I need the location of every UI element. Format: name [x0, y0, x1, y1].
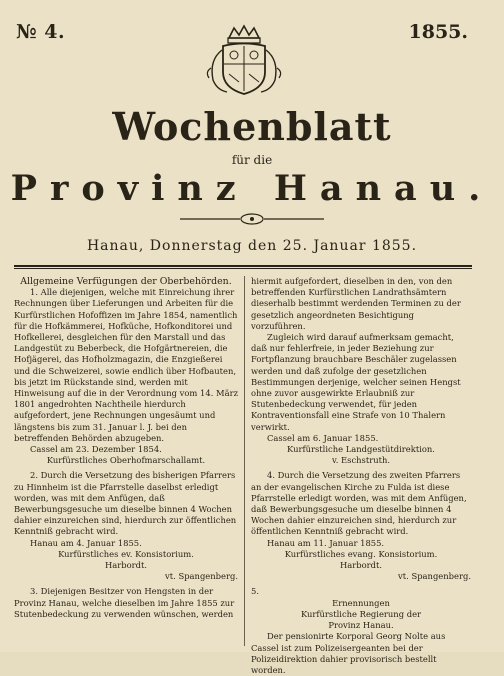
article-3-continued: hiermit aufgefordert, dieselben in den, von den betreffenden Kurfürstlichen Landrathsämtern dieserhalb bestimmt werdenden Terminen zu der gesetzlich angeordneten Besichtigung vorzuführen. [251, 276, 461, 331]
article-number: 2. [30, 470, 38, 481]
dateline: Hanau, Donnerstag den 25. Januar 1855. [86, 238, 418, 254]
article-5-number: 5. [251, 586, 259, 597]
article-text: Diejenigen Besitzer von Hengsten in der Provinz Hanau, welche dieselben im Jahre 1855 zur Stutenbedeckung zu verwenden wünschen, werden [14, 586, 235, 619]
article-text: Durch die Versetzung des zweiten Pfarrers an der evangelischen Kirche zu Fulda ist diese Pfarrstelle erledigt worden, was mit dem Anfügen, daß Bewerbungsgesuche um dieselbe binnen 4 Wochen dahier einzureichen sind, hierdurch zur öffentlichen Kenntniß gebracht wird. [251, 470, 467, 537]
article-text: Durch die Versetzung des bisherigen Pfarrers zu Hinnheim ist die Pfarrstelle daselbst erledigt worden, was mit dem Anfügen, daß Bewerbungsgesuche um dieselbe binnen 4 Wochen dahier einzureichen sind, hierdurch zur öffentlichen Kenntniß gebracht wird. [14, 470, 237, 537]
article-5-heading: Ernennungen [332, 597, 390, 608]
article-signature: vt. Spangenberg. [398, 571, 471, 582]
issue-year: 1855. [408, 21, 468, 43]
ornament-divider-icon [180, 212, 324, 226]
article-2 [14, 470, 238, 537]
article-signature: Kurfürstliches ev. Konsistorium. [58, 548, 194, 559]
article-number: 1. [30, 287, 38, 298]
article-5-heading: Provinz Hanau. [328, 620, 394, 631]
article-date: Cassel am 6. Januar 1855. [267, 432, 379, 443]
issue-number: № 4. [16, 21, 66, 43]
section-heading: Allgemeine Verfügungen der Oberbehörden. [20, 276, 232, 287]
article-3 [14, 586, 238, 620]
article-5-text: Der pensionirte Korporal Georg Nolte aus Cassel ist zum Polizeisergeanten bei der Polizeidirektion dahier provisorisch bestellt worden. [251, 631, 446, 675]
article-number: 3. [30, 586, 38, 597]
header-rule-thin [14, 268, 472, 269]
article-signature: v. Eschstruth. [331, 455, 391, 466]
article-signature: Kurfürstliches evang. Konsistorium. [284, 548, 438, 559]
article-1 [14, 287, 238, 444]
left-column [14, 276, 238, 620]
article-3-continued: Zugleich wird darauf aufmerksam gemacht, daß nur fehlerfreie, in jeder Beziehung zur Fortpflanzung brauchbare Beschäler zugelassen werden und daß zufolge der gesetzlichen Bestimmungen derjenige, welcher seinen Hengst ohne zuvor ausgewirkte Erlaubniß zur Stutenbedeckung verwendet, für jeden Kontraventionsfall eine Strafe von 10 Thalern verwirkt. [251, 332, 461, 432]
article-signature: vt. Spangenberg. [165, 571, 238, 582]
article-number: 4. [267, 470, 275, 481]
masthead-title-wochenblatt: Wochenblatt [112, 104, 392, 149]
column-divider [244, 276, 245, 646]
header-rule [14, 265, 472, 267]
article-date: Hanau am 11. Januar 1855. [267, 537, 385, 548]
article-5-heading: Kurfürstliche Regierung der [300, 608, 422, 619]
masthead-title-provinz-hanau: Provinz Hanau. [10, 168, 494, 209]
article-signature: Kurfürstliches Oberhofmarschallamt. [46, 455, 206, 466]
article-4 [251, 470, 471, 537]
article-text: Alle diejenigen, welche mit Einreichung ihrer Rechnungen über Lieferungen und Arbeiten für die Kurfürstlichen Hofoffizen im Jahre 1854, namentlich für die Hofkämmerei, Hofküche, Hofkonditorei und Hofkellerei, desgleichen für den Marstall und das Landgestüt zu Beberbeck, die Hofgärtnereien, die Hofjägerei, das Hofholzmagazin, die Enzgießerei und die Schweizerei, sowie endlich über Hofbauten, bis jetzt im Rückstande sind, werden mit Hinweisung auf die in der Verordnung vom 14. März 1801 angedrohten Nachtheile hierdurch aufgefordert, jene Rechnungen ungesäumt und längstens bis zum 31. Januar l. J. bei den betreffenden Behörden abzugeben. [14, 287, 239, 443]
masthead-fuer-die: für die [231, 153, 273, 167]
article-signature: Harbordt. [339, 560, 383, 571]
coat-of-arms-icon [203, 24, 285, 98]
article-date: Hanau am 4. Januar 1855. [30, 537, 142, 548]
article-signature: Kurfürstliche Landgestütdirektion. [287, 444, 435, 455]
article-signature: Harbordt. [104, 560, 148, 571]
right-column [251, 276, 471, 676]
article-date: Cassel am 23. Dezember 1854. [30, 444, 162, 455]
